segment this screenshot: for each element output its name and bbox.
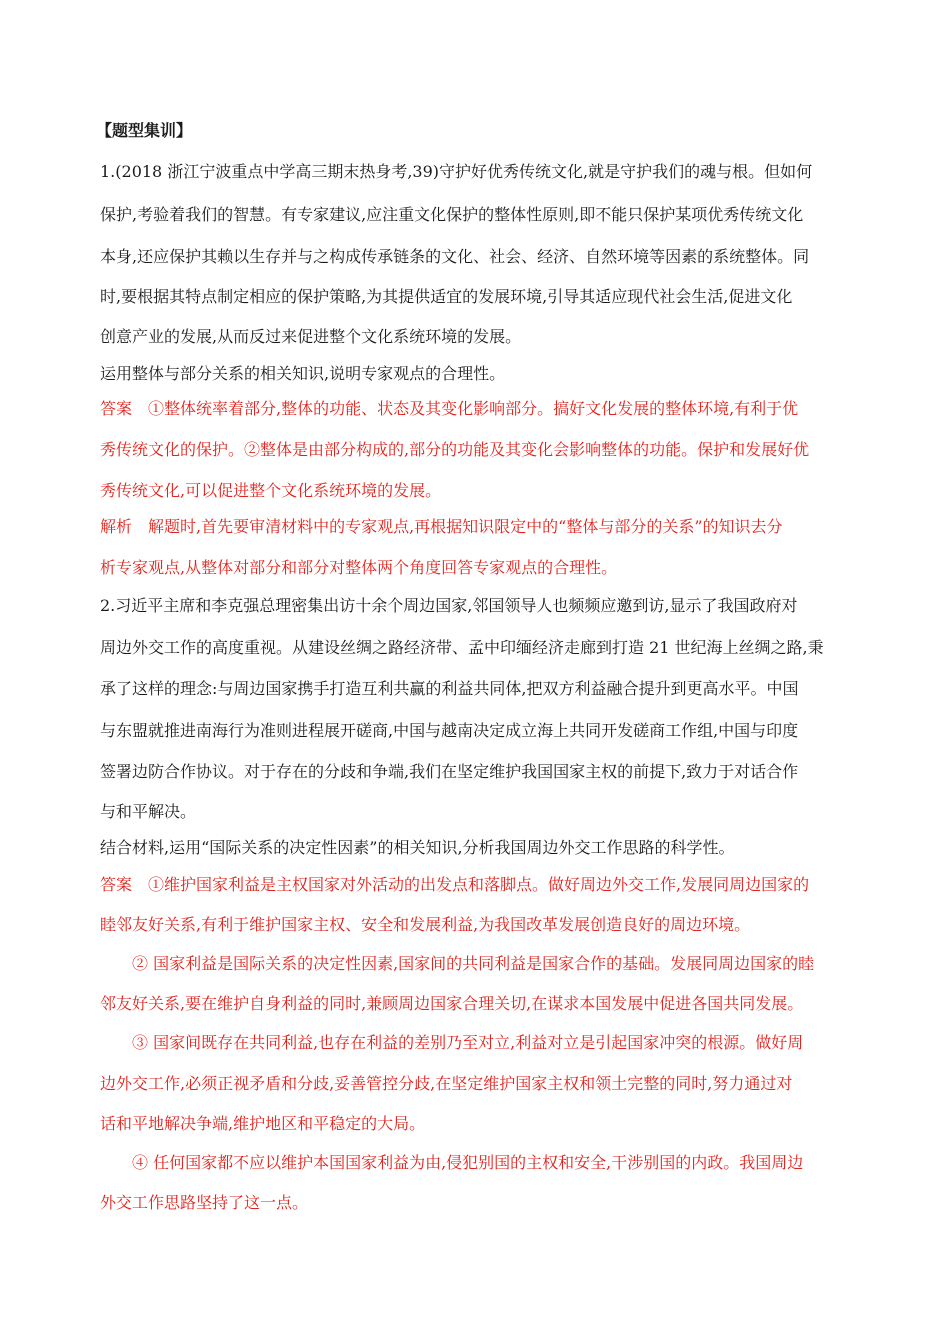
- q2-text-line: 与东盟就推进南海行为准则进程展开磋商,中国与越南决定成立海上共同开发磋商工作组,中国与印度: [100, 721, 799, 740]
- q1-answer-line: 答案 ①整体统率着部分,整体的功能、状态及其变化影响部分。搞好文化发展的整体环境,有利于优: [100, 399, 799, 418]
- q1-text-line: 1.(2018 浙江宁波重点中学高三期末热身考,39)守护好优秀传统文化,就是守护我们的魂与根。但如何: [100, 162, 813, 181]
- q2-point-3-line: 边外交工作,必须正视矛盾和分歧,妥善管控分歧,在坚定维护国家主权和领土完整的同时,努力通过对: [100, 1074, 793, 1093]
- q2-prompt: 结合材料,运用“国际关系的决定性因素”的相关知识,分析我国周边外交工作思路的科学性。: [100, 838, 735, 857]
- q2-point-3-line: 话和平地解决争端,维护地区和平稳定的大局。: [100, 1114, 426, 1133]
- q2-text-line: 周边外交工作的高度重视。从建设丝绸之路经济带、孟中印缅经济走廊到打造 21 世纪海上丝绸之路,秉: [100, 638, 824, 657]
- q2-point-2-line: 邻友好关系,要在维护自身利益的同时,兼顾周边国家合理关切,在谋求本国发展中促进各国共同发展。: [100, 994, 804, 1013]
- q2-text-line: 签署边防合作协议。对于存在的分歧和争端,我们在坚定维护我国国家主权的前提下,致力于对话合作: [100, 762, 799, 781]
- q1-analysis-line: 析专家观点,从整体对部分和部分对整体两个角度回答专家观点的合理性。: [100, 558, 618, 577]
- q2-point-3-line: ③ 国家间既存在共同利益,也存在利益的差别乃至对立,利益对立是引起国家冲突的根源。做好周: [132, 1033, 804, 1052]
- q2-text-line: 与和平解决。: [100, 802, 197, 821]
- q1-text-line: 创意产业的发展,从而反过来促进整个文化系统环境的发展。: [100, 327, 522, 346]
- q2-answer-line: 睦邻友好关系,有利于维护国家主权、安全和发展利益,为我国改革发展创造良好的周边环境。: [100, 915, 751, 934]
- q2-text-line: 2.习近平主席和李克强总理密集出访十余个周边国家,邻国领导人也频频应邀到访,显示了我国政府对: [100, 596, 798, 615]
- q1-text-line: 本身,还应保护其赖以生存并与之构成传承链条的文化、社会、经济、自然环境等因素的系统整体。同: [100, 247, 810, 266]
- q1-answer-line: 秀传统文化的保护。②整体是由部分构成的,部分的功能及其变化会影响整体的功能。保护和发展好优: [100, 440, 810, 459]
- q2-answer-line: 答案 ①维护国家利益是主权国家对外活动的出发点和落脚点。做好周边外交工作,发展同周边国家的: [100, 875, 810, 894]
- q1-text-line: 保护,考验着我们的智慧。有专家建议,应注重文化保护的整体性原则,即不能只保护某项优秀传统文化: [100, 205, 804, 224]
- q1-text-line: 时,要根据其特点制定相应的保护策略,为其提供适宜的发展环境,引导其适应现代社会生活,促进文化: [100, 287, 793, 306]
- q1-analysis-line: 解析 解题时,首先要审清材料中的专家观点,再根据知识限定中的“整体与部分的关系”的知识去分: [100, 517, 783, 536]
- q1-prompt: 运用整体与部分关系的相关知识,说明专家观点的合理性。: [100, 364, 506, 383]
- q2-text-line: 承了这样的理念:与周边国家携手打造互利共赢的利益共同体,把双方利益融合提升到更高水平。中国: [100, 679, 799, 698]
- section-title: 【题型集训】: [96, 121, 193, 140]
- q2-point-4-line: ④ 任何国家都不应以维护本国国家利益为由,侵犯别国的主权和安全,干涉别国的内政。我国周边: [132, 1153, 804, 1172]
- q1-answer-line: 秀传统文化,可以促进整个文化系统环境的发展。: [100, 481, 442, 500]
- q2-point-2-line: ② 国家利益是国际关系的决定性因素,国家间的共同利益是国家合作的基础。发展同周边国家的睦: [132, 954, 815, 973]
- q2-point-4-line: 外交工作思路坚持了这一点。: [100, 1193, 309, 1212]
